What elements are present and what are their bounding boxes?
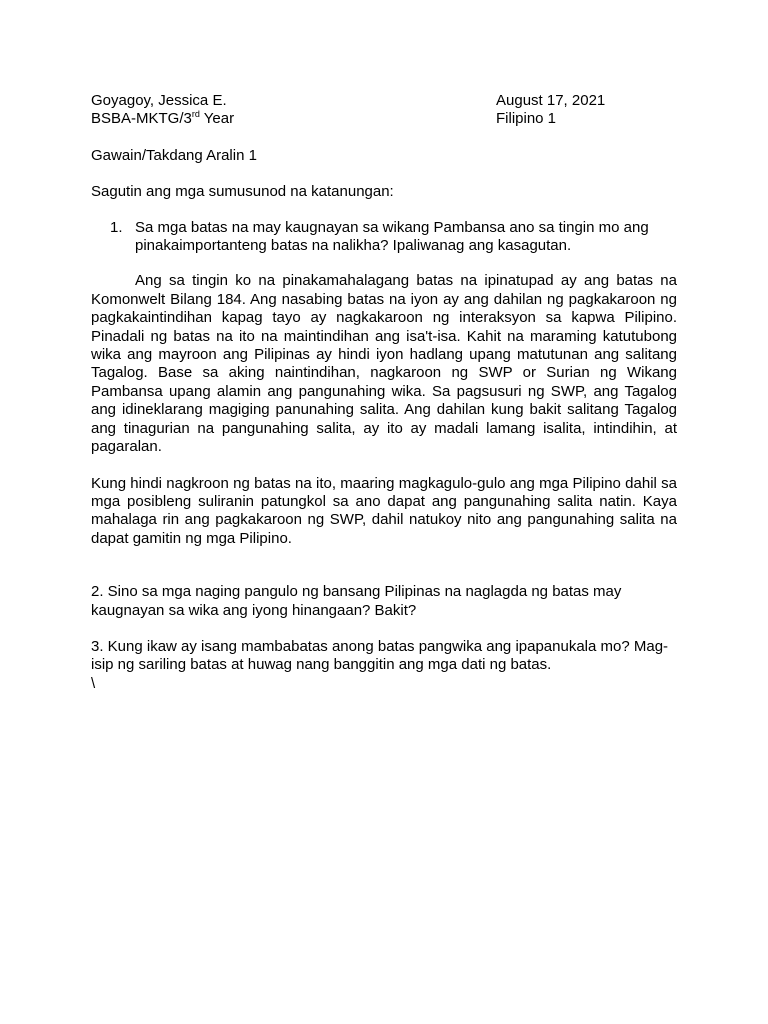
answer-1-paragraph-2: Kung hindi nagkroon ng batas na ito, maaring magkagulo-gulo ang mga Pilipino dahil sa mga posibleng suliranin patungkol sa ano dapat ang pangunahing salita natin. Kaya mahalaga rin ang pagkakaroon ng SWP, dahil natukoy nito ang pangunahing salita na dapat gamitin ng mga Pilipino. — [91, 474, 677, 547]
document-page — [91, 92, 677, 693]
student-program — [91, 110, 496, 128]
question-1-text: Sa mga batas na may kaugnayan sa wikang Pambansa ano sa tingin mo ang pinakaimportanteng batas na nalikha? Ipaliwanag ang kasagutan. — [135, 218, 649, 255]
student-name: Goyagoy, Jessica E. — [91, 92, 227, 109]
question-1 — [91, 219, 677, 256]
question-2: 2. Sino sa mga naging pangulo ng bansang Pilipinas na naglagda ng batas may kaugnayan sa wika ang iyong hinangaan? Bakit? — [91, 583, 622, 619]
document-header — [91, 92, 677, 129]
assignment-title: Gawain/Takdang Aralin 1 — [91, 146, 257, 164]
subject-name: Filipino 1 — [496, 110, 557, 128]
program-prefix: BSBA-MKTG/3 — [91, 110, 192, 128]
answer-1-paragraph-1: Ang sa tingin ko na pinakamahalagang batas na ipinatupad ay ang batas na Komonwelt Bilang 184. Ang nasabing batas na iyon ay ang dahilan ng pagkakaroon ng pagkakaintindihan kapag tayo ay nagkakaroon ng interaksyon sa kapwa Pilipino. Pinadali ng batas na ito na maintindihan ang isa't-isa. Kahit na maraming katutubong wika ang mayroon ang Pilipinas ay hindi iyon hadlang upang matutunan ang salitang Tagalog. Base sa aking naintindihan, nagkaroon ng SWP or Surian ng Wikang Pambansa upang alamin ang pangunahing wika. Sa pagsusuri ng SWP, ang Tagalog ang idineklarang magiging panunahing salita. Ang dahilan kung bakit salitang Tagalog ang tinagurian na pangunahing salita, ay ito ay madali lamang isalita, intindihin, at pagaralan. — [91, 272, 677, 456]
course-info — [496, 92, 677, 129]
stray-backslash-mark: \ — [91, 674, 96, 692]
program-year: Year — [199, 110, 235, 128]
program-ordinal-suffix: rd — [191, 109, 200, 120]
submission-date: August 17, 2021 — [496, 92, 606, 109]
question-3: 3. Kung ikaw ay isang mambabatas anong batas pangwika ang ipapanukala mo? Mag-isip ng sariling batas at huwag nang banggitin ang mga dati ng batas. — [91, 637, 669, 674]
instruction-text: Sagutin ang mga sumusunod na katanungan: — [91, 183, 394, 201]
question-1-number: 1. — [110, 218, 123, 236]
student-info — [91, 92, 496, 129]
